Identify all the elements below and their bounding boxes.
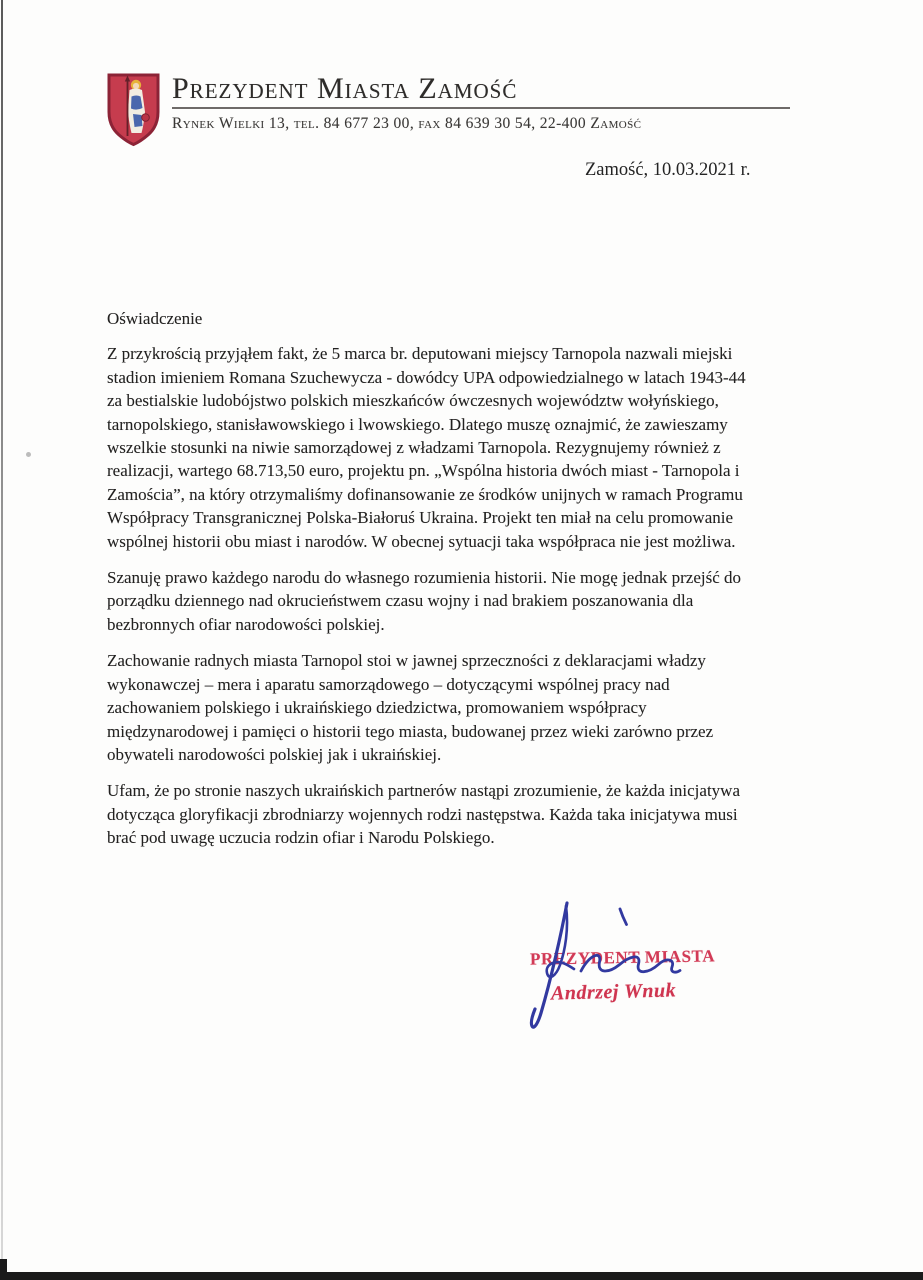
- coat-of-arms-icon: [107, 73, 160, 147]
- scan-edge-artifact: [1, 0, 3, 1266]
- scan-speck-artifact: [26, 452, 31, 457]
- text-line: porządku dziennego nad okrucieństwem czasu wojny i nad brakiem poszanowania dla: [107, 591, 694, 611]
- text-line: międzynarodowej i pamięci o historii tego miasta, budowanej przez wieki zarówno przez: [107, 721, 714, 741]
- text-line: wszelkie stosunki na niwie samorządowej z władzami Tarnopola. Rezygnujemy również z: [107, 438, 721, 458]
- text-line: Zamościa”, na który otrzymaliśmy dofinansowanie ze środków unijnych w ramach Programu: [107, 484, 743, 504]
- letterhead-address: Rynek Wielki 13, tel. 84 677 23 00, fax 84 639 30 54, 22-400 Zamość: [172, 115, 642, 132]
- stamp-office-title: PREZYDENT MIASTA: [529, 946, 716, 969]
- letter-paragraph-2: [107, 566, 817, 636]
- text-line: za bestialskie ludobójstwo polskich mieszkańców ówczesnych województw wołyńskiego,: [107, 391, 719, 411]
- dateline: Zamość, 10.03.2021 r.: [585, 160, 751, 180]
- letterhead-text: [172, 73, 790, 133]
- text-line: zachowaniem polskiego i ukraińskiego dziedzictwa, promowaniem współpracy: [107, 698, 647, 718]
- text-line: brać pod uwagę uczucia rodzin ofiar i Narodu Polskiego.: [107, 828, 495, 848]
- scan-bottom-bar-artifact: [0, 1272, 923, 1280]
- letter-body: [107, 307, 817, 863]
- text-line: obywateli narodowości polskiej jak i ukraińskiej.: [107, 744, 442, 764]
- handwritten-signature: [505, 893, 755, 1038]
- text-line: wykonawczej – mera i aparatu samorządowego – dotyczącymi wspólnej pracy nad: [107, 674, 670, 694]
- text-line: Z przykrością przyjąłem fakt, że 5 marca br. deputowani miejscy Tarnopola nazwali miejski: [107, 344, 733, 364]
- letterhead-title: Prezydent Miasta Zamość: [172, 72, 518, 105]
- letter-heading: Oświadczenie: [107, 309, 203, 328]
- letter-paragraph-4: [107, 779, 817, 849]
- text-line: bezbronnych ofiar narodowości polskiej.: [107, 614, 385, 634]
- letter-paragraph-3: [107, 649, 817, 766]
- text-line: stadion imieniem Romana Szuchewycza - dowódcy UPA odpowiedzialnego w latach 1943-44: [107, 367, 746, 387]
- text-line: Zachowanie radnych miasta Tarnopol stoi w jawnej sprzeczności z deklaracjami władzy: [107, 651, 706, 671]
- text-line: tarnopolskiego, stanisławowskiego i lwowskiego. Dlatego muszę oznajmić, że zawieszamy: [107, 414, 728, 434]
- text-line: wspólnej historii obu miast i narodów. W obecnej sytuacji taka współpraca nie jest możliwa.: [107, 531, 736, 551]
- letterhead-rule: [172, 107, 790, 109]
- letter-paragraph-1: [107, 342, 817, 553]
- text-line: realizacji, wartego 68.713,50 euro, projektu pn. „Wspólna historia dwóch miast - Tarnopola i: [107, 461, 740, 481]
- text-line: Współpracy Transgranicznej Polska-Białoruś Ukraina. Projekt ten miał na celu promowanie: [107, 508, 734, 528]
- text-line: dotycząca gloryfikacji zbrodniarzy wojennych rodzi następstwa. Każda taka inicjatywa musi: [107, 804, 738, 824]
- signature-block: [505, 893, 755, 1038]
- text-line: Ufam, że po stronie naszych ukraińskich partnerów nastąpi zrozumienie, że każda inicjatywa: [107, 781, 740, 801]
- letterhead: [107, 73, 790, 147]
- scan-corner-artifact: [0, 1259, 7, 1280]
- text-line: Szanuję prawo każdego narodu do własnego rozumienia historii. Nie mogę jednak przejść do: [107, 568, 741, 588]
- stamp-mayor-name: Andrzej Wnuk: [550, 979, 677, 1005]
